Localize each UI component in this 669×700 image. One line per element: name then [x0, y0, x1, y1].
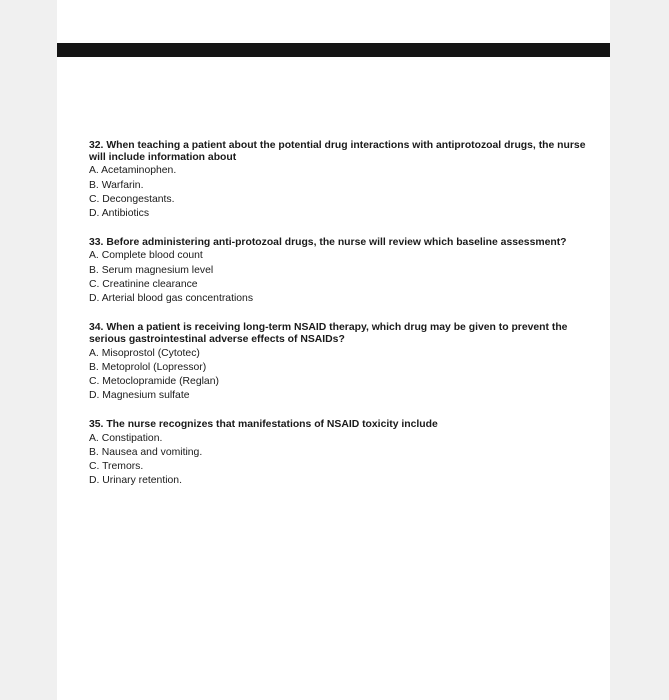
answer-option: B. Serum magnesium level	[89, 264, 214, 276]
answer-option: B. Metoprolol (Lopressor)	[89, 361, 207, 373]
question-33	[89, 237, 604, 306]
answer-option: B. Warfarin.	[89, 179, 144, 191]
answer-option: A. Misoprostol (Cytotec)	[89, 347, 200, 359]
question-text: 35. The nurse recognizes that manifestations of NSAID toxicity include	[89, 419, 438, 431]
answer-options	[89, 432, 604, 489]
answer-option: D. Urinary retention.	[89, 475, 182, 487]
answer-option: A. Acetaminophen.	[89, 165, 177, 177]
question-text: 34. When a patient is receiving long-term NSAID therapy, which drug may be given to prevent the serious gastrointestinal adverse effects of NSAIDs?	[89, 322, 568, 346]
question-text: 33. Before administering anti-protozoal drugs, the nurse will review which baseline assessment?	[89, 237, 567, 249]
answer-option: C. Creatinine clearance	[89, 278, 198, 290]
answer-option: C. Decongestants.	[89, 193, 175, 205]
answer-options	[89, 164, 604, 221]
header-bar	[57, 43, 610, 57]
answer-options	[89, 249, 604, 306]
answer-option: A. Constipation.	[89, 432, 163, 444]
answer-options	[89, 347, 604, 404]
answer-option: D. Arterial blood gas concentrations	[89, 293, 254, 305]
answer-option: C. Metoclopramide (Reglan)	[89, 376, 219, 388]
answer-option: D. Antibiotics	[89, 208, 150, 220]
question-35	[89, 419, 604, 488]
question-text: 32. When teaching a patient about the potential drug interactions with antiprotozoal drugs, the nurse will include information about	[89, 140, 586, 164]
answer-option: B. Nausea and vomiting.	[89, 446, 203, 458]
answer-option: C. Tremors.	[89, 461, 144, 473]
question-32	[89, 140, 604, 221]
answer-option: D. Magnesium sulfate	[89, 390, 190, 402]
answer-option: A. Complete blood count	[89, 250, 203, 262]
question-34	[89, 322, 604, 403]
question-list	[89, 140, 604, 504]
